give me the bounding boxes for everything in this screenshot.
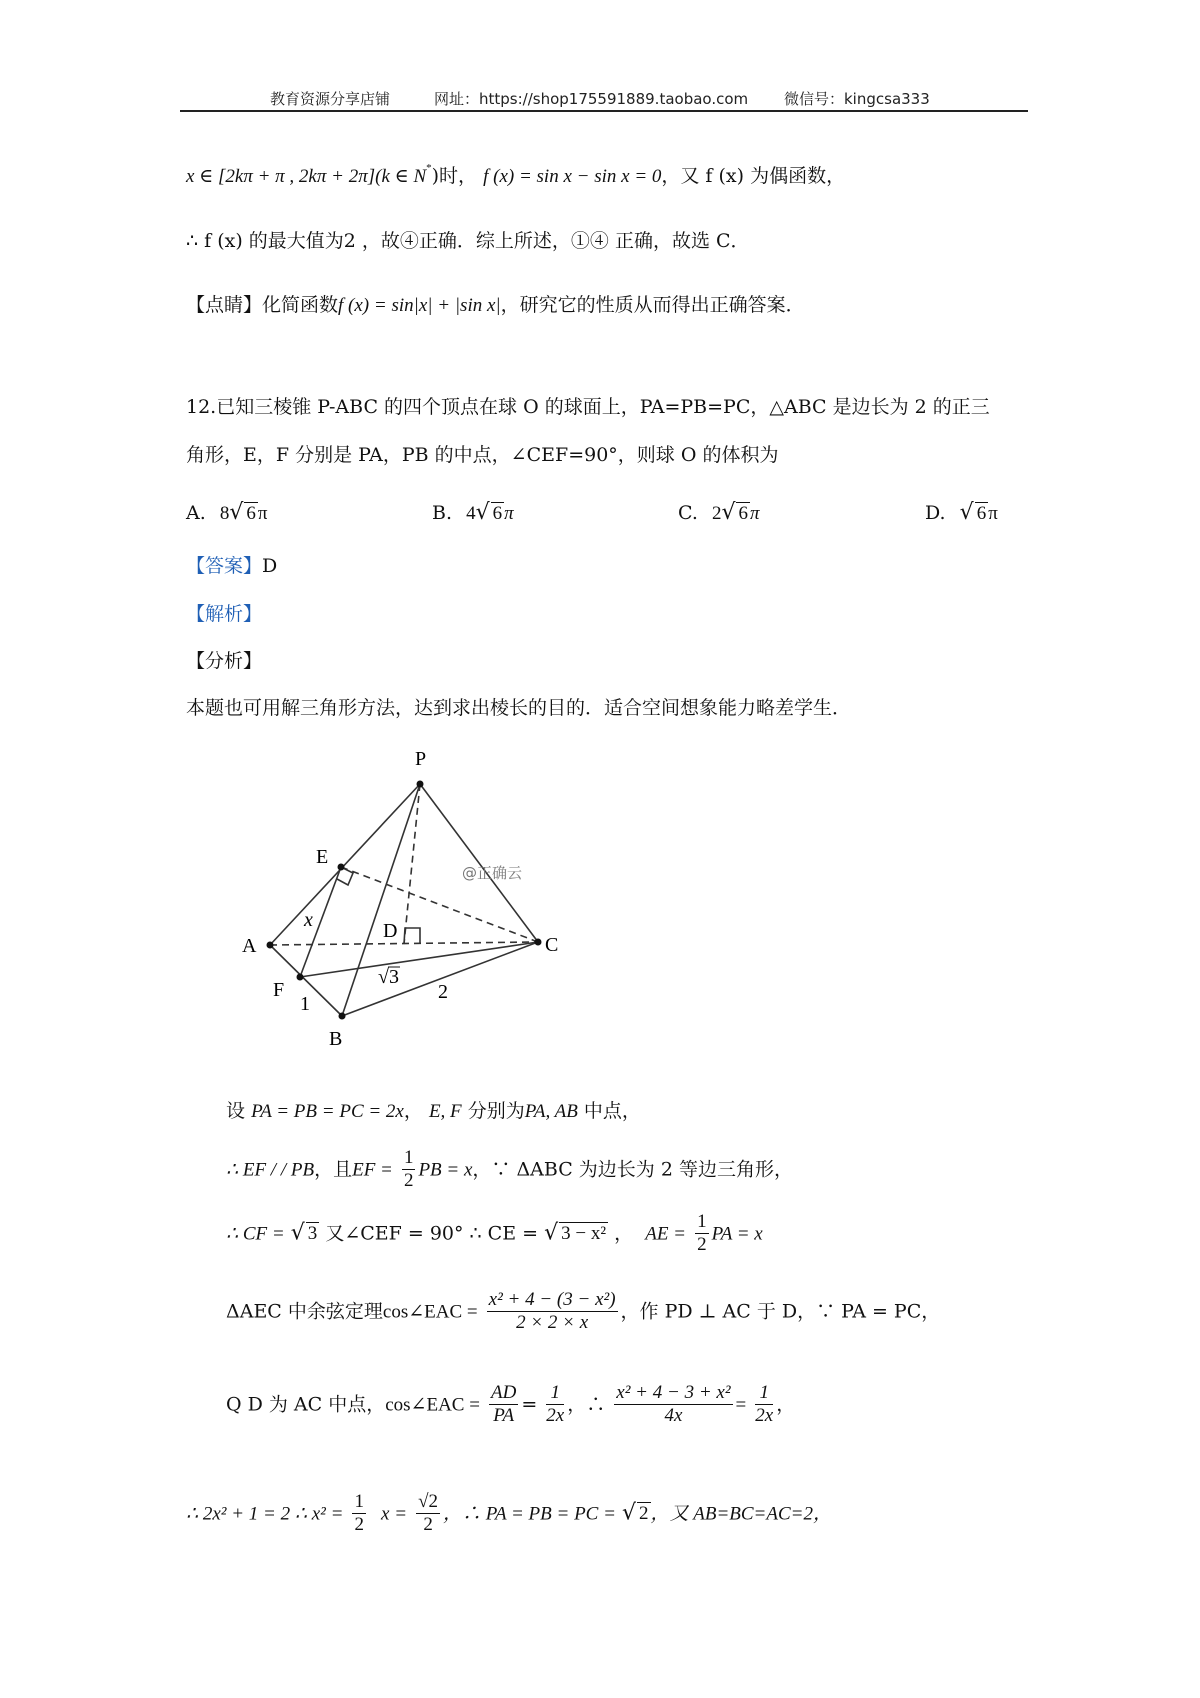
option-b: B. 4√ 6 π xyxy=(432,500,514,525)
edge-bc xyxy=(342,942,538,1016)
prev-line-1: x ∈ [2kπ + π , 2kπ + 2π](k ∈ N*)时， f (x) = sin x − sin x = 0，又 f (x) 为偶函数， xyxy=(186,162,846,187)
fenxi-text: 本题也可用解三角形方法，达到求出棱长的目的．适合空间想象能力略差学生． xyxy=(186,697,852,719)
tetrahedron-figure xyxy=(220,740,600,1060)
label-c: C xyxy=(545,934,559,956)
question-line-2: 角形，E，F 分别是 PA，PB 的中点，∠CEF=90°，则球 O 的体积为 xyxy=(186,444,779,466)
prev-line-3: 【点睛】化简函数f (x) = sin|x| + |sin x|，研究它的性质从而得出正确答案． xyxy=(186,294,805,316)
answer-line xyxy=(186,555,277,578)
label-two: 2 xyxy=(438,981,448,1003)
solution-line-4: ΔAEC 中余弦定理cos∠EAC = $\frac{\text{x² + 4 − (3 − x²)}}{2 \times 2 \times x}$ ，作 PD ⊥ AC 于 D，∵ PA = PC， xyxy=(226,1289,941,1333)
answer-tag: 【答案】 xyxy=(186,555,263,577)
header-site: 网址：https://shop175591889.taobao.com xyxy=(434,90,749,108)
header-shop: 教育资源分享店铺 xyxy=(270,90,391,108)
analysis-tag: 【解析】 xyxy=(186,603,263,625)
solution-line-6: ∴ 2x² + 1 = 2 ∴ x² = $\frac{1}{2}$ x = $\frac{√2}{2}$ ，∴ PA = PB = PC = √ 2 ，又 AB=BC=AC=2， xyxy=(186,1491,832,1535)
solution-line-1: 设 PA = PB = PC = 2x， E, F 分别为PA, AB 中点， xyxy=(226,1100,641,1122)
watermark: @正确云 xyxy=(462,864,523,882)
solution-line-5: Q D 为 AC 中点，cos∠EAC = $\frac{AD}{PA}$ = $\frac{1}{2x}$ ，∴ $\frac{\text{x² + 4 − 3 + x²}}{4x}$ = $\frac{1}{2x}$ ， xyxy=(226,1382,796,1426)
solution-line-2: ∴ EF / / PB，且EF = $\frac{1}{2}$ PB = x，∵ ΔABC 为边长为 2 等边三角形， xyxy=(226,1147,793,1191)
prev-line-2: ∴ f (x) 的最大值为2 ，故④正确．综上所述，①④ 正确，故选 C． xyxy=(186,230,750,252)
label-a: A xyxy=(242,935,257,957)
option-a: A. 8√ 6 π xyxy=(186,500,268,525)
edge-fc xyxy=(300,942,538,977)
option-c: C. 2√ 6 π xyxy=(678,500,760,525)
option-d: D. √ 6 π xyxy=(925,500,998,525)
header-wechat: 微信号：kingcsa333 xyxy=(784,90,930,108)
label-b: B xyxy=(329,1028,343,1050)
label-f: F xyxy=(273,979,285,1001)
solution-line-3: ∴ CF = √ 3 又∠CEF = 90° ∴ CE = √ 3 − x² ， AE = $\frac{1}{2}$ PA = x xyxy=(226,1211,763,1255)
fenxi-tag: 【分析】 xyxy=(186,650,263,672)
edge-pa xyxy=(270,784,420,945)
label-e: E xyxy=(316,846,329,868)
label-d: D xyxy=(383,920,398,942)
header-rule xyxy=(180,110,1028,112)
label-x: x xyxy=(304,909,313,931)
answer-value: D xyxy=(262,555,278,577)
vertices xyxy=(267,781,542,1020)
label-root3: 3 xyxy=(389,966,399,988)
edge-pc xyxy=(420,784,538,942)
question-line-1: 12.已知三棱锥 P-ABC 的四个顶点在球 O 的球面上，PA=PB=PC，△ABC 是边长为 2 的正三 xyxy=(186,396,990,418)
label-p: P xyxy=(415,748,427,770)
label-one: 1 xyxy=(300,993,310,1015)
right-angle-d xyxy=(404,928,420,944)
label-root3-sign: √ xyxy=(378,966,389,988)
